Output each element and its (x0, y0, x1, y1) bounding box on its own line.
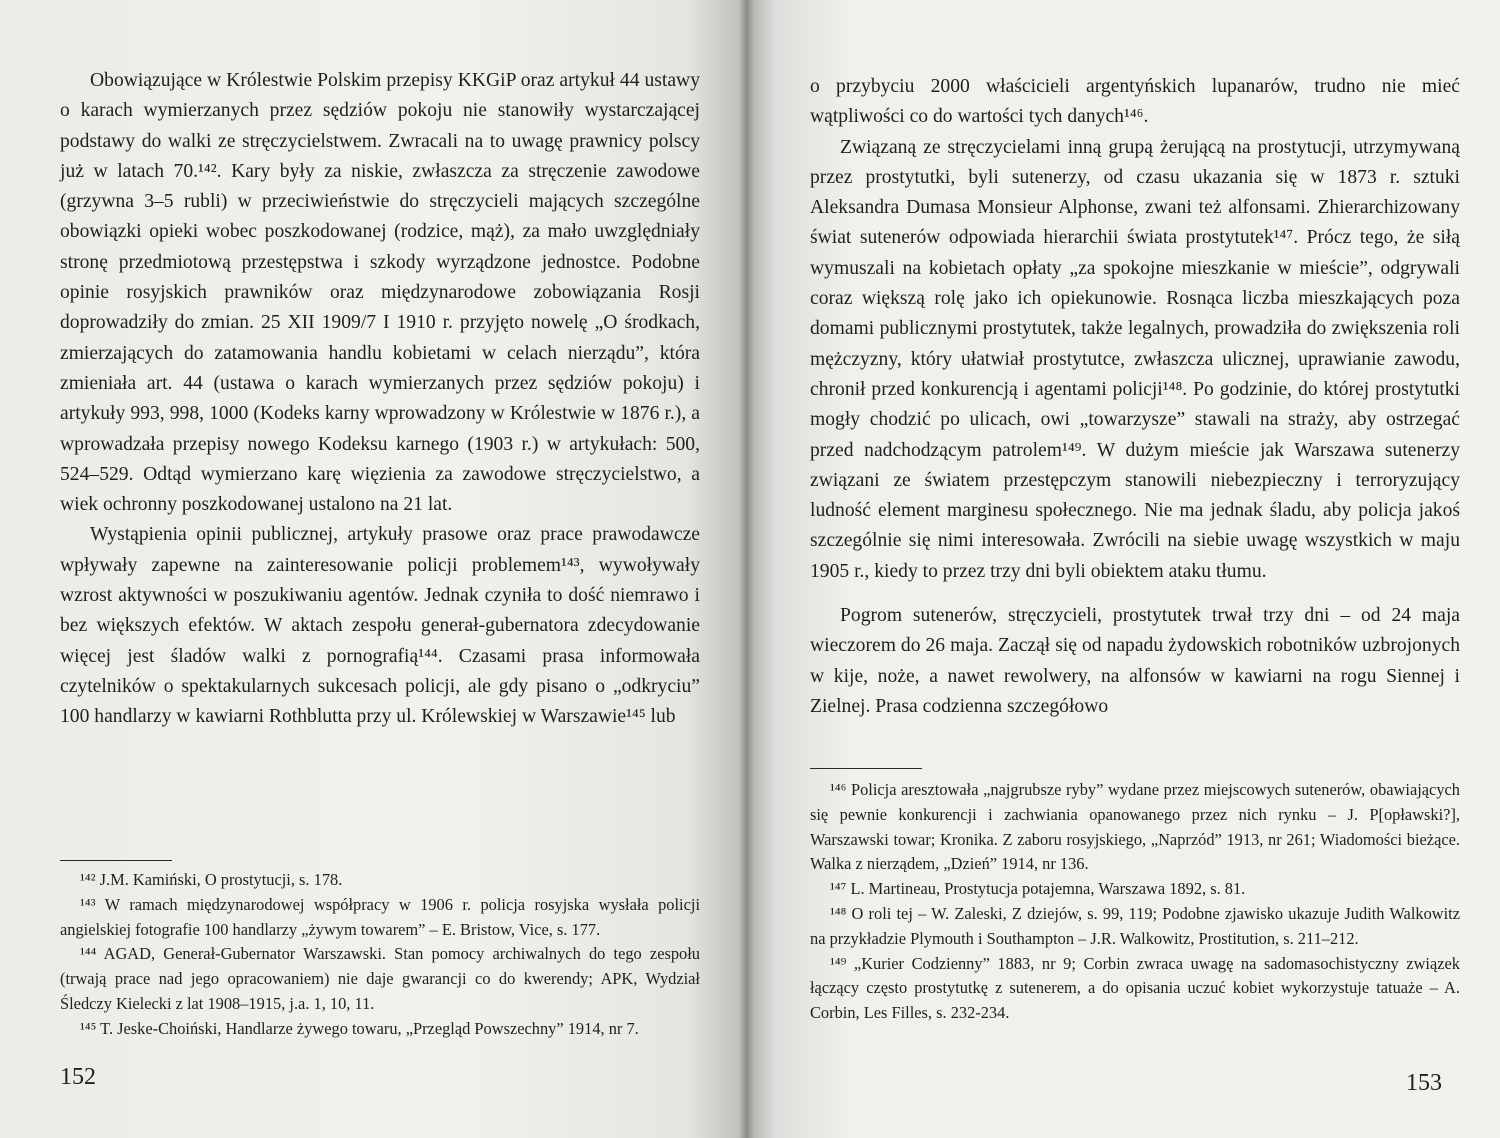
left-page (0, 0, 745, 1138)
paragraph: Związaną ze stręczycielami inną grupą żerującą na prostytucji, utrzymywaną przez prostytutki, byli sutenerzy, od czasu ukazania się w 1873 r. sztuki Aleksandra Dumasa Monsieur Alphonse, zwani też alfonsami. Zhierarchizowany świat sutenerów odpowiada hierarchii świata prostytutek¹⁴⁷. Prócz tego, że siłą wymuszali na kobietach opłaty „za spokojne mieszkanie w mieście”, odgrywali coraz większą rolę jako ich opiekunowie. Rosnąca liczba mieszkających poza domami publicznymi prostytutek, także legalnych, prowadziła do zwiększenia roli mężczyzny, który ułatwiał prostytutce, zwłaszcza ulicznej, uprawianie zawodu, chronił przed konkurencją i agentami policji¹⁴⁸. Po godzinie, do której prostytutki mogły chodzić po ulicach, owi „towarzysze” stawali na straży, aby ostrzegać przed nadchodzącym patrolem¹⁴⁹. W dużym mieście jak Warszawa sutenerzy związani ze światem przestępczym stanowili niebezpieczny i terroryzujący ludność element marginesu społecznego. Nie ma jednak śladu, aby policja jakoś szczególnie się nimi interesowała. Zwrócili na siebie uwagę wszystkich w maju 1905 r., kiedy to przez trzy dni byli obiektem ataku tłumu. (810, 136, 1460, 582)
right-body-text (810, 72, 1460, 722)
footnote: ¹⁴⁵ T. Jeske-Choiński, Handlarze żywego towaru, „Przegląd Powszechny” 1914, nr 7. (80, 1018, 639, 1038)
paragraph: Pogrom sutenerów, stręczycieli, prostytutek trwał trzy dni – od 24 maja wieczorem do 26 maja. Zaczął się od napadu żydowskich robotników uzbrojonych w kije, noże, a nawet rewolwery, na alfonsów w kawiarni na rogu Siennej i Zielnej. Prasa codzienna szczegółowo (810, 605, 1460, 717)
footnote: ¹⁴⁴ AGAD, Generał-Gubernator Warszawski. Stan pomocy archiwalnych do tego zespołu (trwają prace nad jego opracowaniem) nie daje gwarancji co do kwerendy; APK, Wydział Śledczy Kielecki z lat 1908–1915, j.a. 1, 10, 11. (60, 944, 700, 1013)
footnote: ¹⁴⁶ Policja aresztowała „najgrubsze ryby” wydane przez miejscowych sutenerów, obawiających się pewnie konkurencji i zachwiania opanowanego przez nich rynku – J. P[opławski?], Warszawski towar; Kronika. Z zaboru rosyjskiego, „Naprzód” 1913, nr 261; Wiadomości bieżące. Walka z nierządem, „Dzień” 1914, nr 136. (810, 780, 1460, 874)
left-body-text (60, 66, 700, 733)
footnote: ¹⁴⁸ O roli tej – W. Zaleski, Z dziejów, s. 99, 119; Podobne zjawisko ukazuje Judith Walkowitz na przykładzie Plymouth i Southampton – J.R. Walkowitz, Prostitution, s. 211–212. (810, 903, 1460, 948)
footnote: ¹⁴⁹ „Kurier Codzienny” 1883, nr 9; Corbin zwraca uwagę na sadomasochistyczny związek łączący często prostytutkę z sutenerem, a do opisania uczuć kobiet wykorzystuje tatuaże – A. Corbin, Les Filles, s. 232-234. (810, 953, 1460, 1023)
page-number: 153 (1406, 1070, 1442, 1096)
book-gutter (740, 0, 754, 1138)
footnote: ¹⁴² J.M. Kamiński, O prostytucji, s. 178. (80, 870, 343, 889)
right-page (745, 0, 1500, 1138)
footnote: ¹⁴³ W ramach międzynarodowej współpracy w 1906 r. policja rosyjska wysłała policji angielskiej fotografie 100 handlarzy „żywym towarem” – E. Bristow, Vice, s. 177. (60, 894, 700, 939)
footnote-rule (60, 860, 172, 861)
page-number: 152 (60, 1064, 96, 1090)
footnote: ¹⁴⁷ L. Martineau, Prostytucja potajemna, Warszawa 1892, s. 81. (830, 879, 1246, 899)
paragraph: Wystąpienia opinii publicznej, artykuły prasowe oraz prace prawodawcze wpływały zapewne na zainteresowanie policji problemem¹⁴³, wywoływały wzrost aktywności w poszukiwaniu agentów. Jednak czyniła to dość niemrawo i bez większych efektów. W aktach zespołu generał-gubernatora zdecydowanie więcej jest śladów walki z pornografią¹⁴⁴. Czasami prasa informowała czytelników o spektakularnych sukcesach policji, ale gdy pisano o „odkryciu” 100 handlarzy w kawiarni Rothblutta przy ul. Królewskiej w Warszawie¹⁴⁵ lub (60, 524, 700, 728)
right-footnotes (810, 778, 1460, 1026)
left-footnotes (60, 868, 700, 1042)
paragraph: Obowiązujące w Królestwie Polskim przepisy KKGiP oraz artykuł 44 ustawy o karach wymierzanych przez sędziów pokoju nie stanowiły wystarczającej podstawy do walki ze stręczycielstwem. Zwracali na to uwagę prawnicy polscy już w latach 70.¹⁴². Kary były za niskie, zwłaszcza za stręczenie zawodowe (grzywna 3–5 rubli) w przeciwieństwie do stręczycieli mających szczególne obowiązki opieki wobec poszkodowanej (rodzice, mąż), za mało uwzględniały stronę przedmiotową przestępstwa i szkody wyrządzone jednostce. Podobne opinie rosyjskich prawników oraz międzynarodowe zobowiązania Rosji doprowadziły do zmian. 25 XII 1909/7 I 1910 r. przyjęto nowelę „O środkach, zmierzających do zatamowania handlu kobietami w celach nierządu”, która zmieniała art. 44 (ustawa o karach wymierzanych przez sędziów pokoju) i artykuły 993, 998, 1000 (Kodeks karny wprowadzony w Królestwie w 1876 r.), a wprowadzała przepisy nowego Kodeksu karnego (1903 r.) w artykułach: 500, 524–529. Odtąd wymierzano karę więzienia za zawodowe stręczycielstwo, a wiek ochronny poszkodowanej ustalono na 21 lat. (60, 70, 700, 516)
footnote-rule (810, 768, 922, 769)
paragraph: o przybyciu 2000 właścicieli argentyńskich lupanarów, trudno nie mieć wątpliwości co do wartości tych danych¹⁴⁶. (810, 76, 1460, 128)
